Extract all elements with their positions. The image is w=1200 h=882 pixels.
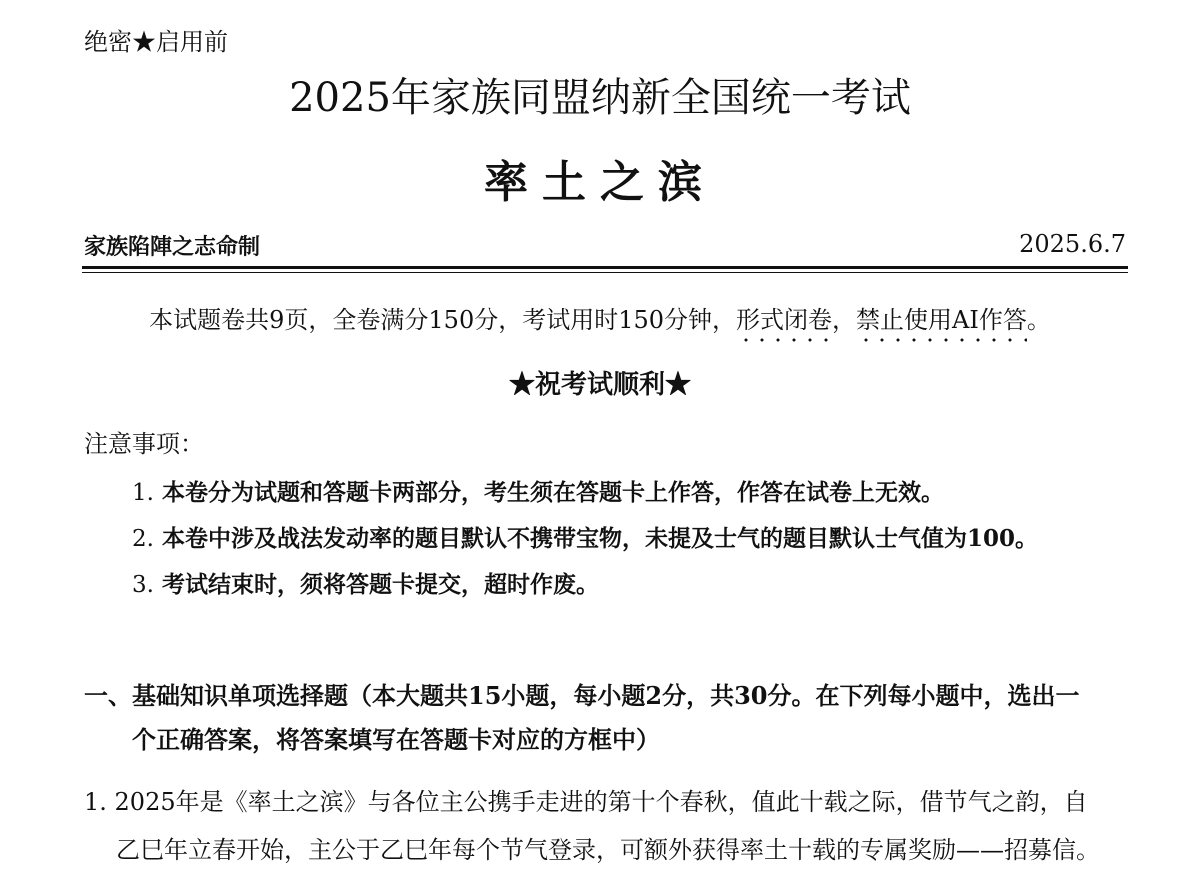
- exam-date: 2025.6.7: [1019, 230, 1126, 258]
- info-separator: ，: [832, 306, 857, 334]
- confidential-label: 绝密★启用前: [84, 28, 228, 56]
- header-divider-thick: [82, 266, 1128, 269]
- question-1-line-1: 1. 2025年是《率土之滨》与各位主公携手走进的第十个春秋，值此十载之际，借节气之韵，自: [84, 788, 1088, 816]
- notice-item: [132, 566, 599, 599]
- section-heading: 一、基础知识单项选择题（本大题共15小题，每小题2分，共30分。在下列每小题中，选出一: [84, 681, 1080, 710]
- notice-item-number: 1.: [132, 480, 154, 506]
- header-divider-thin: [82, 272, 1128, 273]
- info-emphasis-closed-book: 形式闭卷: [736, 306, 833, 334]
- notice-item-text: 本卷分为试题和答题卡两部分，考生须在答题卡上作答，作答在试卷上无效。: [161, 479, 944, 506]
- notice-item-number: 3.: [132, 572, 154, 598]
- notice-item: [132, 474, 944, 507]
- notice-item: [132, 520, 1038, 553]
- good-luck-banner: ★祝考试顺利★: [508, 370, 691, 400]
- section-heading-continued: 个正确答案，将答案填写在答题卡对应的方框中）: [132, 725, 660, 754]
- notice-heading: 注意事项：: [84, 430, 204, 458]
- exam-title: 2025年家族同盟纳新全国统一考试: [289, 75, 911, 121]
- question-1-line-2: 乙巳年立春开始，主公于乙巳年每个节气登录，可额外获得率土十载的专属奖励——招募信。: [116, 836, 1100, 864]
- exam-author: 家族陷陣之志命制: [84, 234, 261, 260]
- notice-item-text: 考试结束时，须将答题卡提交，超时作废。: [161, 571, 599, 598]
- exam-info: [0, 300, 1200, 335]
- exam-subject: 率土之滨: [484, 157, 716, 208]
- info-suffix: 。: [1026, 306, 1051, 334]
- notice-item-text: 本卷中涉及战法发动率的题目默认不携带宝物，未提及士气的题目默认士气值为100。: [161, 525, 1038, 552]
- info-prefix: 本试题卷共9页，全卷满分150分，考试用时150分钟，: [149, 306, 737, 334]
- info-emphasis-no-ai: 禁止使用AI作答: [856, 306, 1027, 334]
- notice-item-number: 2.: [132, 526, 154, 552]
